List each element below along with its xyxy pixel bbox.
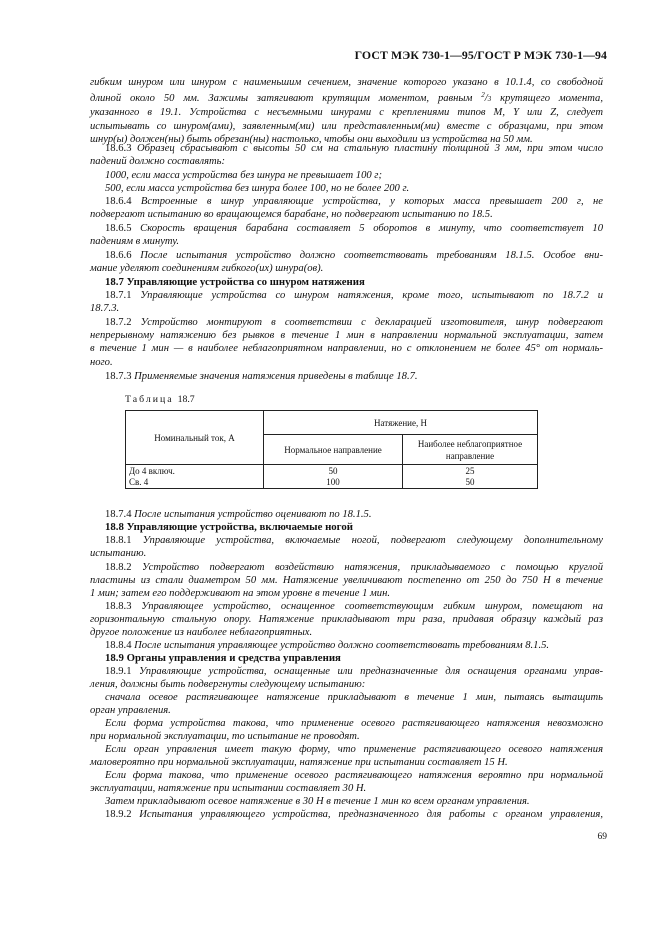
paragraph-if-form-1: Если форма устройства такова, что применение осевого растягивающего натяжения невозможно при нормальной эксплуатации, то испытание не проводят. <box>90 718 603 743</box>
table-caption: Таблица 18.7 <box>125 394 195 405</box>
paragraph-18-7-1: 18.7.1 Управляющие устройства со шнуром натяжения, кроме того, испытывают по 18.7.2 и 18.7.3. <box>90 290 603 315</box>
paragraph-1000-falls: 1000, если масса устройства без шнура не превышает 100 г; <box>105 170 382 181</box>
paragraph-18-7-4: 18.7.4 После испытания устройство оценивают по 18.1.5. <box>105 509 372 520</box>
table-cell-adverse: 25 <box>465 466 475 476</box>
heading-18-9: 18.9 Органы управления и средства управления <box>105 652 341 664</box>
table-header-adverse-direction: Наиболее неблагоприятное направление <box>403 435 538 465</box>
table-header-normal-direction: Нормальное направление <box>264 435 403 465</box>
paragraph-18-6-5: 18.6.5 Скорость вращения барабана составляет 5 оборотов в минуту, что соответствует 10 падениям в минуту. <box>90 223 603 248</box>
tension-table <box>125 410 538 489</box>
paragraph-if-form-2: Если орган управления имеет такую форму, что применение растягивающего осевого натяжения маловероятно при нормальной эксплуатации, натяжение при испытании составляет 15 Н. <box>90 744 603 769</box>
page-number: 69 <box>597 832 607 842</box>
paragraph-if-form-3: Если форма такова, что применение осевого растягивающего натяжения вероятно при нормальной эксплуатации, натяжение при испытании составляет 30 Н. <box>90 770 603 795</box>
paragraph-cord-clamping: гибким шнуром или шнуром с наименьшим сечением, значение которого указано в 10.1.4, со свободной длиной около 50 мм. Зажимы затягивают крутящим моментом, равным $^2$/3 крутящего момента, указанного в 19.1. Устройства с несъемными шнурами с креплениями типов М, Y или Z, следует испытывать со шнуром(ами), заявленным(ми) или представленным(ми) вместе с образцами, при этом шнур(ы) должен(ны) быть обрезан(ны) настолько, чтобы они выходили из устройства на 50 мм. <box>90 77 603 145</box>
paragraph-18-8-4: 18.8.4 После испытания управляющее устройство должно соответствовать требованиям 8.1.5. <box>105 640 550 651</box>
table-header-tension: Натяжение, Н <box>264 411 538 435</box>
paragraph-18-9-2: 18.9.2 Испытания управляющего устройства, предназначенного для работы с органом управления, <box>105 809 603 820</box>
paragraph-first-apply: сначала осевое растягивающее натяжение прикладывают в течение 1 мин, пытаясь вытащить орган управления. <box>90 692 603 717</box>
table-cell-label: До 4 включ. <box>129 466 175 476</box>
paragraph-18-8-2: 18.8.2 Устройство подвергают воздействию натяжения, прикладываемого с помощью круглой пластины из стали диаметром 50 мм. Натяжение увеличивают постепенно от 250 до 750 Н в течение 1 мин; затем его поддерживают на этом уровне в течение 1 мин. <box>90 562 603 600</box>
paragraph-18-6-4: 18.6.4 Встроенные в шнур управляющие устройства, у которых масса превышает 200 г, не подвергают испытанию во вращающемся барабане, но подвергают испытанию по 18.5. <box>90 196 603 221</box>
table-cell-normal: 50 <box>328 466 338 476</box>
paragraph-then-apply: Затем прикладывают осевое натяжение в 30 Н в течение 1 мин ко всем органам управления. <box>105 796 530 807</box>
paragraph-18-6-3: 18.6.3 Образец сбрасывают с высоты 50 см на стальную пластину толщиной 3 мм, при этом число падений должно составлять: <box>90 143 603 168</box>
paragraph-18-8-1: 18.8.1 Управляющие устройства, включаемые ногой, подвергают следующему дополнительному испытанию. <box>90 535 603 560</box>
table-row <box>126 465 538 489</box>
paragraph-18-7-2: 18.7.2 Устройство монтируют в соответствии с декларацией изготовителя, шнур подвергают непрерывному натяжению без рывков в течение 1 мин в направлении нормальной эксплуатации, затем в течение 1 мин — в наиболее неблагоприятном направлении, но с отклонением не более 45° от нормаль- ного. <box>90 317 603 368</box>
paragraph-18-7-3: 18.7.3 Применяемые значения натяжения приведены в таблице 18.7. <box>105 371 418 382</box>
heading-18-7: 18.7 Управляющие устройства со шнуром натяжения <box>105 276 365 288</box>
table-header-nominal-current: Номинальный ток, А <box>126 411 264 465</box>
paragraph-18-8-3: 18.8.3 Управляющее устройство, оснащенное соответствующим гибким шнуром, помещают на горизонтальную стальную опору. Натяжение прикладывают три раза, придавая образцу каждый раз другое положение из наиболее неблагоприятных. <box>90 601 603 639</box>
paragraph-18-6-6: 18.6.6 После испытания устройство должно соответствовать требованиям 18.1.5. Особое вни- мание уделяют соединениям гибкого(их) шнура(ов). <box>90 250 603 275</box>
table-cell-adverse: 50 <box>465 477 475 487</box>
paragraph-18-9-1: 18.9.1 Управляющие устройства, оснащенные или предназначенные для оснащения органами управ- ления, должны быть подвергнуты следующему испытанию: <box>90 666 603 691</box>
document-header: ГОСТ МЭК 730-1—95/ГОСТ Р МЭК 730-1—94 <box>354 48 607 62</box>
heading-18-8: 18.8 Управляющие устройства, включаемые ногой <box>105 521 353 533</box>
table-cell-label: Св. 4 <box>129 477 149 487</box>
paragraph-500-falls: 500, если масса устройства без шнура более 100, но не более 200 г. <box>105 183 410 194</box>
table-cell-normal: 100 <box>326 477 340 487</box>
